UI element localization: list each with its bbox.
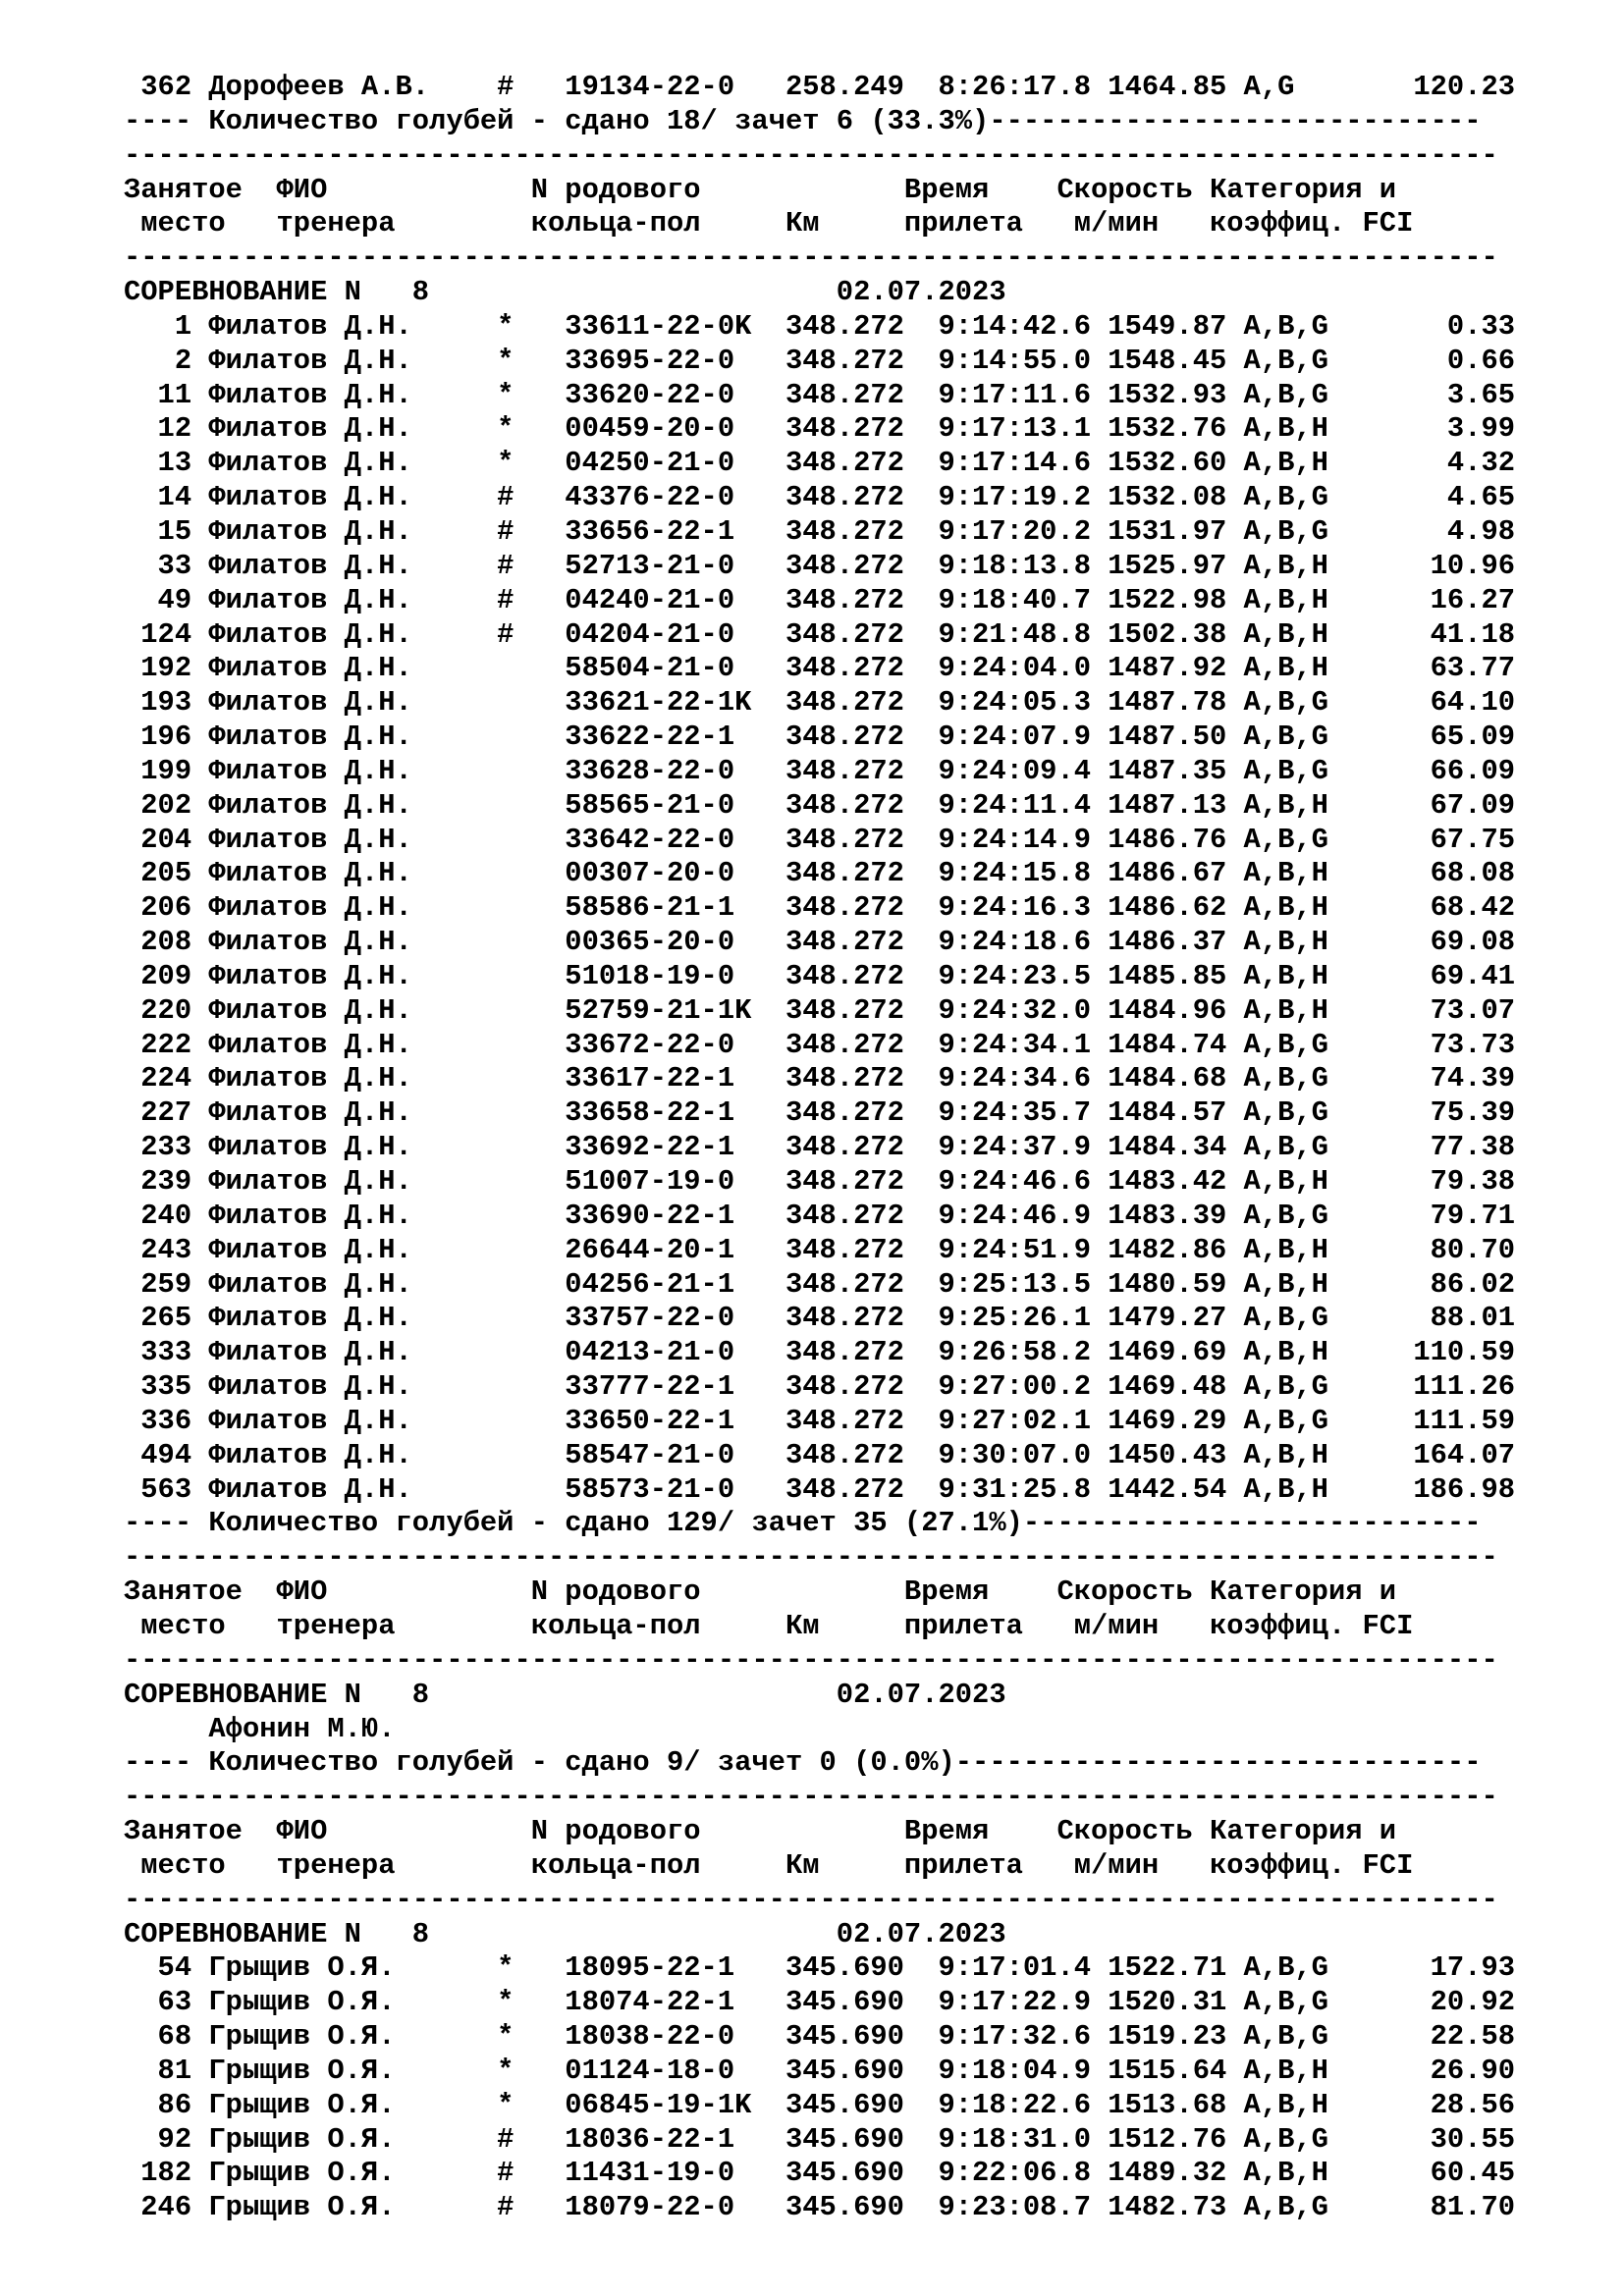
result-row: 243 Филатов Д.Н. 26644-20-1 348.272 9:24:51.9 1482.86 A,B,H 80.70: [124, 1233, 1516, 1266]
result-row: 233 Филатов Д.Н. 33692-22-1 348.272 9:24:37.9 1484.34 A,B,G 77.38: [124, 1131, 1516, 1164]
separator-line: ---------------------------------------------------------------------------------: [124, 241, 1498, 275]
result-row: 68 Грыщив О.Я. * 18038-22-0 345.690 9:17:32.6 1519.23 A,B,G 22.58: [124, 2020, 1516, 2054]
result-row: 54 Грыщив О.Я. * 18095-22-1 345.690 9:17:01.4 1522.71 A,B,G 17.93: [124, 1951, 1516, 1985]
result-row: 240 Филатов Д.Н. 33690-22-1 348.272 9:24:46.9 1483.39 A,B,G 79.71: [124, 1199, 1516, 1232]
result-row: 239 Филатов Д.Н. 51007-19-0 348.272 9:24:46.6 1483.42 A,B,H 79.38: [124, 1165, 1516, 1198]
result-row: 222 Филатов Д.Н. 33672-22-0 348.272 9:24:34.1 1484.74 A,B,G 73.73: [124, 1028, 1516, 1061]
result-row: 15 Филатов Д.Н. # 33656-22-1 348.272 9:17:20.2 1531.97 A,B,G 4.98: [124, 514, 1516, 548]
result-row: 86 Грыщив О.Я. * 06845-19-1K 345.690 9:18:22.6 1513.68 A,B,H 28.56: [124, 2088, 1516, 2121]
column-header: место тренера кольца-пол Км прилета м/мин коэффиц. FCI: [124, 1848, 1414, 1882]
result-row: 33 Филатов Д.Н. # 52713-21-0 348.272 9:18:13.8 1525.97 A,B,H 10.96: [124, 549, 1516, 582]
result-row: 362 Дорофеев А.В. # 19134-22-0 258.249 8:26:17.8 1464.85 A,G 120.23: [124, 71, 1516, 103]
column-header: Занятое ФИО N родового Время Скорость Категория и: [124, 1575, 1397, 1609]
summary-line: ---- Количество голубей - сдано 9/ зачет 0 (0.0%)-------------------------------: [124, 1746, 1482, 1780]
result-row: 224 Филатов Д.Н. 33617-22-1 348.272 9:24:34.6 1484.68 A,B,G 74.39: [124, 1062, 1516, 1095]
separator-line: ---------------------------------------------------------------------------------: [124, 1643, 1498, 1677]
separator-line: ---------------------------------------------------------------------------------: [124, 1541, 1498, 1575]
result-row: 333 Филатов Д.Н. 04213-21-0 348.272 9:26:58.2 1469.69 A,B,H 110.59: [124, 1336, 1516, 1369]
result-row: 192 Филатов Д.Н. 58504-21-0 348.272 9:24:04.0 1487.92 A,B,H 63.77: [124, 652, 1516, 685]
result-row: 193 Филатов Д.Н. 33621-22-1K 348.272 9:24:05.3 1487.78 A,B,G 64.10: [124, 686, 1516, 720]
column-header: Занятое ФИО N родового Время Скорость Категория и: [124, 1815, 1397, 1848]
result-row: 63 Грыщив О.Я. * 18074-22-1 345.690 9:17:22.9 1520.31 A,B,G 20.92: [124, 1986, 1516, 2019]
competition-header: СОРЕВНОВАНИЕ N 8 02.07.2023: [124, 1917, 1006, 1950]
competition-header: СОРЕВНОВАНИЕ N 8 02.07.2023: [124, 276, 1006, 309]
result-row: 220 Филатов Д.Н. 52759-21-1K 348.272 9:24:32.0 1484.96 A,B,H 73.07: [124, 993, 1516, 1027]
column-header: Занятое ФИО N родового Время Скорость Категория и: [124, 173, 1397, 206]
result-row: 81 Грыщив О.Я. * 01124-18-0 345.690 9:18:04.9 1515.64 A,B,H 26.90: [124, 2054, 1516, 2087]
summary-line: ---- Количество голубей - сдано 129/ зачет 35 (27.1%)---------------------------: [124, 1507, 1482, 1540]
result-row: 227 Филатов Д.Н. 33658-22-1 348.272 9:24:35.7 1484.57 A,B,G 75.39: [124, 1096, 1516, 1130]
result-row: 182 Грыщив О.Я. # 11431-19-0 345.690 9:22:06.8 1489.32 A,B,H 60.45: [124, 2157, 1516, 2190]
column-header: место тренера кольца-пол Км прилета м/мин коэффиц. FCI: [124, 1609, 1414, 1642]
summary-line: ---- Количество голубей - сдано 18/ зачет 6 (33.3%)-----------------------------: [124, 104, 1482, 137]
result-row: 12 Филатов Д.Н. * 00459-20-0 348.272 9:17:13.1 1532.76 A,B,H 3.99: [124, 412, 1516, 446]
result-row: 209 Филатов Д.Н. 51018-19-0 348.272 9:24:23.5 1485.85 A,B,H 69.41: [124, 959, 1516, 992]
result-row: 199 Филатов Д.Н. 33628-22-0 348.272 9:24:09.4 1487.35 A,B,G 66.09: [124, 754, 1516, 787]
result-row: 11 Филатов Д.Н. * 33620-22-0 348.272 9:17:11.6 1532.93 A,B,G 3.65: [124, 378, 1516, 411]
result-row: 2 Филатов Д.Н. * 33695-22-0 348.272 9:14:55.0 1548.45 A,B,G 0.66: [124, 344, 1516, 377]
result-row: 246 Грыщив О.Я. # 18079-22-0 345.690 9:23:08.7 1482.73 A,B,G 81.70: [124, 2191, 1516, 2224]
result-row: 13 Филатов Д.Н. * 04250-21-0 348.272 9:17:14.6 1532.60 A,B,H 4.32: [124, 447, 1516, 480]
result-row: 259 Филатов Д.Н. 04256-21-1 348.272 9:25:13.5 1480.59 A,B,H 86.02: [124, 1267, 1516, 1301]
result-row: 208 Филатов Д.Н. 00365-20-0 348.272 9:24:18.6 1486.37 A,B,H 69.08: [124, 926, 1516, 959]
result-row: 265 Филатов Д.Н. 33757-22-0 348.272 9:25:26.1 1479.27 A,B,G 88.01: [124, 1302, 1516, 1335]
result-row: 202 Филатов Д.Н. 58565-21-0 348.272 9:24:11.4 1487.13 A,B,H 67.09: [124, 788, 1516, 822]
result-row: 1 Филатов Д.Н. * 33611-22-0K 348.272 9:14:42.6 1549.87 A,B,G 0.33: [124, 309, 1516, 343]
result-row: 335 Филатов Д.Н. 33777-22-1 348.272 9:27:00.2 1469.48 A,B,G 111.26: [124, 1370, 1516, 1404]
separator-line: ---------------------------------------------------------------------------------: [124, 138, 1498, 172]
result-row: 205 Филатов Д.Н. 00307-20-0 348.272 9:24:15.8 1486.67 A,B,H 68.08: [124, 857, 1516, 890]
result-row: 124 Филатов Д.Н. # 04204-21-0 348.272 9:21:48.8 1502.38 A,B,H 41.18: [124, 617, 1516, 651]
column-header: место тренера кольца-пол Км прилета м/мин коэффиц. FCI: [124, 207, 1414, 240]
result-row: 336 Филатов Д.Н. 33650-22-1 348.272 9:27:02.1 1469.29 A,B,G 111.59: [124, 1404, 1516, 1437]
result-row: 14 Филатов Д.Н. # 43376-22-0 348.272 9:17:19.2 1532.08 A,B,G 4.65: [124, 481, 1516, 514]
competition-header: СОРЕВНОВАНИЕ N 8 02.07.2023: [124, 1678, 1006, 1711]
result-row: 196 Филатов Д.Н. 33622-22-1 348.272 9:24:07.9 1487.50 A,B,G 65.09: [124, 721, 1516, 754]
result-row: 494 Филатов Д.Н. 58547-21-0 348.272 9:30:07.0 1450.43 A,B,H 164.07: [124, 1438, 1516, 1471]
separator-line: ---------------------------------------------------------------------------------: [124, 1781, 1498, 1814]
text-line: Афонин М.Ю.: [124, 1712, 396, 1745]
result-row: 49 Филатов Д.Н. # 04240-21-0 348.272 9:18:40.7 1522.98 A,B,H 16.27: [124, 583, 1516, 616]
result-row: 204 Филатов Д.Н. 33642-22-0 348.272 9:24:14.9 1486.76 A,B,G 67.75: [124, 823, 1516, 856]
results-document: [124, 71, 1597, 2225]
separator-line: ---------------------------------------------------------------------------------: [124, 1883, 1498, 1916]
result-row: 206 Филатов Д.Н. 58586-21-1 348.272 9:24:16.3 1486.62 A,B,H 68.42: [124, 891, 1516, 925]
result-row: 92 Грыщив О.Я. # 18036-22-1 345.690 9:18:31.0 1512.76 A,B,G 30.55: [124, 2122, 1516, 2156]
result-row: 563 Филатов Д.Н. 58573-21-0 348.272 9:31:25.8 1442.54 A,B,H 186.98: [124, 1472, 1516, 1506]
